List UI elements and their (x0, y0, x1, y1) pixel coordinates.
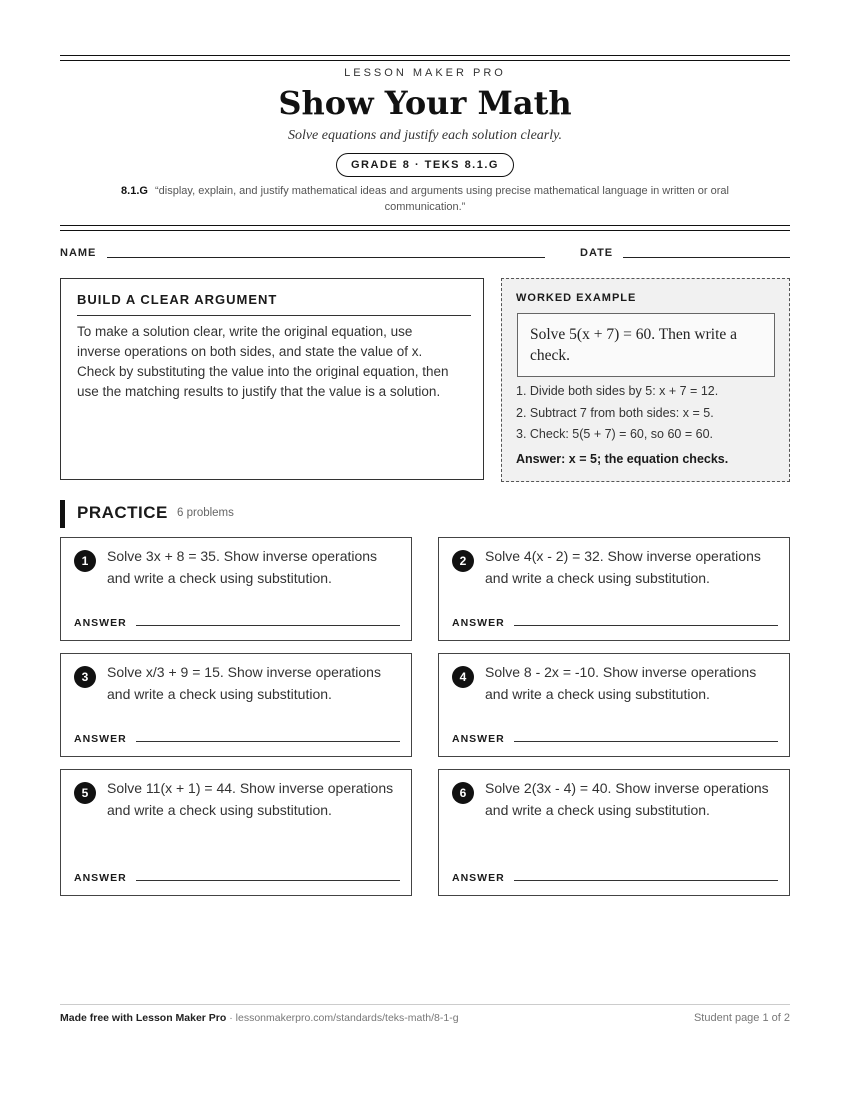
argument-heading: BUILD A CLEAR ARGUMENT (77, 292, 278, 307)
name-field[interactable] (107, 257, 545, 258)
answer-field[interactable] (514, 880, 778, 881)
problem-text: Solve 2(3x - 4) = 40. Show inverse operations and write a check using substitution. (485, 780, 769, 818)
problem-card-6 (438, 769, 790, 896)
problem-text: Solve 4(x - 2) = 32. Show inverse operations and write a check using substitution. (485, 548, 761, 586)
worked-step: 2. Subtract 7 from both sides: x = 5. (516, 405, 714, 420)
worked-example-answer: Answer: x = 5; the equation checks. (516, 452, 729, 466)
problem-number-badge: 2 (452, 550, 474, 572)
practice-count: 6 problems (177, 507, 234, 519)
worked-step: 1. Divide both sides by 5: x + 7 = 12. (516, 384, 719, 398)
worked-step: 3. Check: 5(5 + 7) = 60, so 60 = 60. (516, 427, 713, 441)
name-label: NAME (60, 247, 97, 259)
page-subtitle: Solve equations and justify each solution clearly. (287, 128, 563, 143)
problem-card-5 (60, 769, 412, 896)
problem-text: Solve x/3 + 9 = 15. Show inverse operations and write a check using substitution. (107, 664, 381, 702)
brand-name: LESSON MAKER PRO (344, 67, 506, 79)
name-date-row (60, 247, 790, 261)
footer-url[interactable]: · lessonmakerpro.com/standards/teks-math/8-1-g (226, 1012, 459, 1024)
problem-card-2 (438, 537, 790, 641)
date-field[interactable] (623, 257, 790, 258)
standard-description (80, 183, 770, 215)
problem-number-badge: 6 (452, 782, 474, 804)
page-title: Show Your Math (278, 84, 572, 122)
answer-label: ANSWER (452, 617, 505, 629)
answer-field[interactable] (136, 880, 400, 881)
problem-number-badge: 4 (452, 666, 474, 688)
date-label: DATE (580, 247, 614, 259)
problem-text: Solve 11(x + 1) = 44. Show inverse operations and write a check using substitution. (107, 780, 394, 818)
answer-label: ANSWER (74, 733, 127, 745)
standard-code: 8.1.G (121, 185, 148, 197)
worked-example-problem: Solve 5(x + 7) = 60. Then write a check. (517, 313, 775, 377)
answer-label: ANSWER (452, 733, 505, 745)
footer-page-number: Student page 1 of 2 (693, 1012, 790, 1024)
answer-field[interactable] (136, 741, 400, 742)
worked-example-panel (501, 278, 790, 482)
argument-divider (77, 315, 471, 316)
top-double-rule (60, 55, 790, 61)
problem-card-1 (60, 537, 412, 641)
problem-text: Solve 3x + 8 = 35. Show inverse operations and write a check using substitution. (107, 548, 378, 586)
answer-label: ANSWER (74, 872, 127, 884)
answer-label: ANSWER (452, 872, 505, 884)
practice-heading: PRACTICE (77, 503, 168, 522)
grade-badge: GRADE 8 · TEKS 8.1.G (336, 153, 514, 177)
problem-number-badge: 1 (74, 550, 96, 572)
footer-credit (60, 1012, 459, 1024)
footer-divider (60, 1004, 790, 1005)
footer-made-with: Made free with Lesson Maker Pro (60, 1012, 227, 1024)
answer-field[interactable] (514, 625, 778, 626)
problem-card-3 (60, 653, 412, 757)
answer-field[interactable] (514, 741, 778, 742)
standard-text: “display, explain, and justify mathematical ideas and arguments using precise mathematical language in written or oral communication.” (155, 185, 729, 213)
header-bottom-rule (60, 225, 790, 231)
worked-example-heading: WORKED EXAMPLE (516, 292, 637, 304)
argument-panel (60, 278, 484, 480)
worked-example-steps (516, 381, 718, 446)
answer-label: ANSWER (74, 617, 127, 629)
problem-text: Solve 8 - 2x = -10. Show inverse operations and write a check using substitution. (485, 664, 757, 702)
answer-field[interactable] (136, 625, 400, 626)
problem-number-badge: 5 (74, 782, 96, 804)
problem-card-4 (438, 653, 790, 757)
practice-accent-bar (60, 500, 65, 528)
problem-number-badge: 3 (74, 666, 96, 688)
argument-body: To make a solution clear, write the original equation, use inverse operations on both sides, and state the value of x. Check by substituting the value into the original equation, then use the matching results to justify that the value is a solution. (77, 324, 449, 399)
